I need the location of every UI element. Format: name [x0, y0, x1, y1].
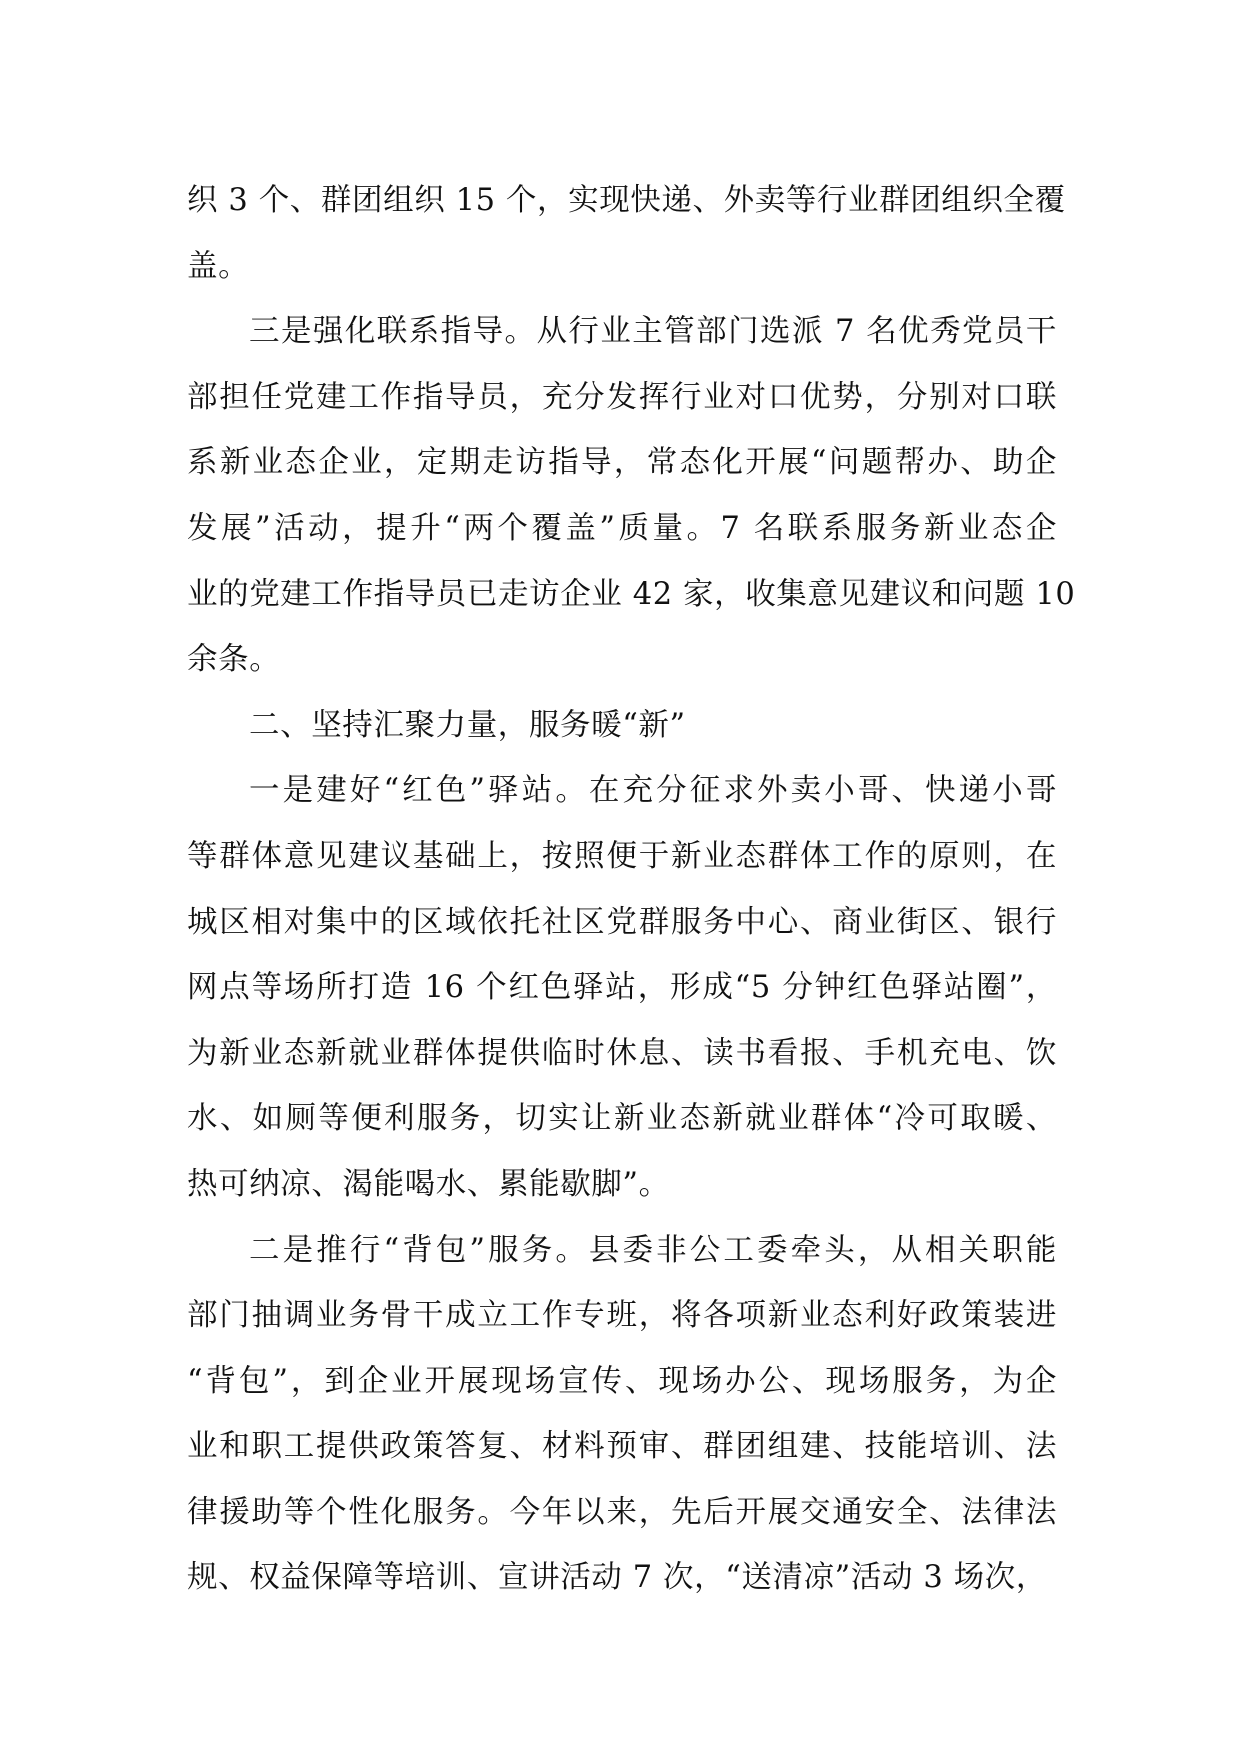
text-line: 水、如厕等便利服务，切实让新业态新就业群体“冷可取暖、 — [187, 1101, 1057, 1137]
text-line: 城区相对集中的区域依托社区党群服务中心、商业街区、银行 — [187, 904, 1057, 940]
text-line: 系新业态企业，定期走访指导，常态化开展“问题帮办、助企 — [187, 445, 1057, 481]
text-line: 业的党建工作指导员已走访企业 42 家，收集意见建议和问题 10 — [187, 576, 1076, 612]
paragraph — [187, 1218, 1057, 1612]
text-line: 三是强化联系指导。从行业主管部门选派 7 名优秀党员干 — [249, 314, 1057, 350]
text-line: 为新业态新就业群体提供临时休息、读书看报、手机充电、饮 — [187, 1035, 1057, 1071]
text-line: 部门抽调业务骨干成立工作专班，将各项新业态利好政策装进 — [187, 1298, 1057, 1334]
text-line: 二是推行“背包”服务。县委非公工委牵头，从相关职能 — [249, 1232, 1057, 1268]
text-line: 盖。 — [187, 248, 250, 284]
paragraph — [187, 299, 1076, 693]
paragraph — [187, 693, 1057, 759]
text-line: “背包”，到企业开展现场宣传、现场办公、现场服务，为企 — [187, 1363, 1057, 1399]
text-line: 部担任党建工作指导员，充分发挥行业对口优势，分别对口联 — [187, 379, 1057, 415]
text-line: 一是建好“红色”驿站。在充分征求外卖小哥、快递小哥 — [249, 773, 1057, 809]
text-line: 业和职工提供政策答复、材料预审、群团组建、技能培训、法 — [187, 1429, 1057, 1465]
paragraph — [187, 168, 1066, 299]
document-body — [187, 168, 1076, 1611]
text-line: 规、权益保障等培训、宣讲活动 7 次，“送清凉”活动 3 场次， — [187, 1560, 1047, 1596]
text-line: 二、坚持汇聚力量，服务暖“新” — [249, 707, 686, 743]
text-line: 等群体意见建议基础上，按照便于新业态群体工作的原则，在 — [187, 838, 1057, 874]
text-line: 发展”活动，提升“两个覆盖”质量。7 名联系服务新业态企 — [187, 510, 1057, 546]
text-line: 余条。 — [187, 642, 281, 678]
text-line: 热可纳凉、渴能喝水、累能歇脚”。 — [187, 1166, 670, 1202]
text-line: 律援助等个性化服务。今年以来，先后开展交通安全、法律法 — [187, 1494, 1057, 1530]
text-line: 织 3 个、群团组织 15 个，实现快递、外卖等行业群团组织全覆 — [187, 183, 1066, 218]
paragraph — [187, 758, 1057, 1217]
text-line: 网点等场所打造 16 个红色驿站，形成“5 分钟红色驿站圈”， — [187, 970, 1057, 1006]
